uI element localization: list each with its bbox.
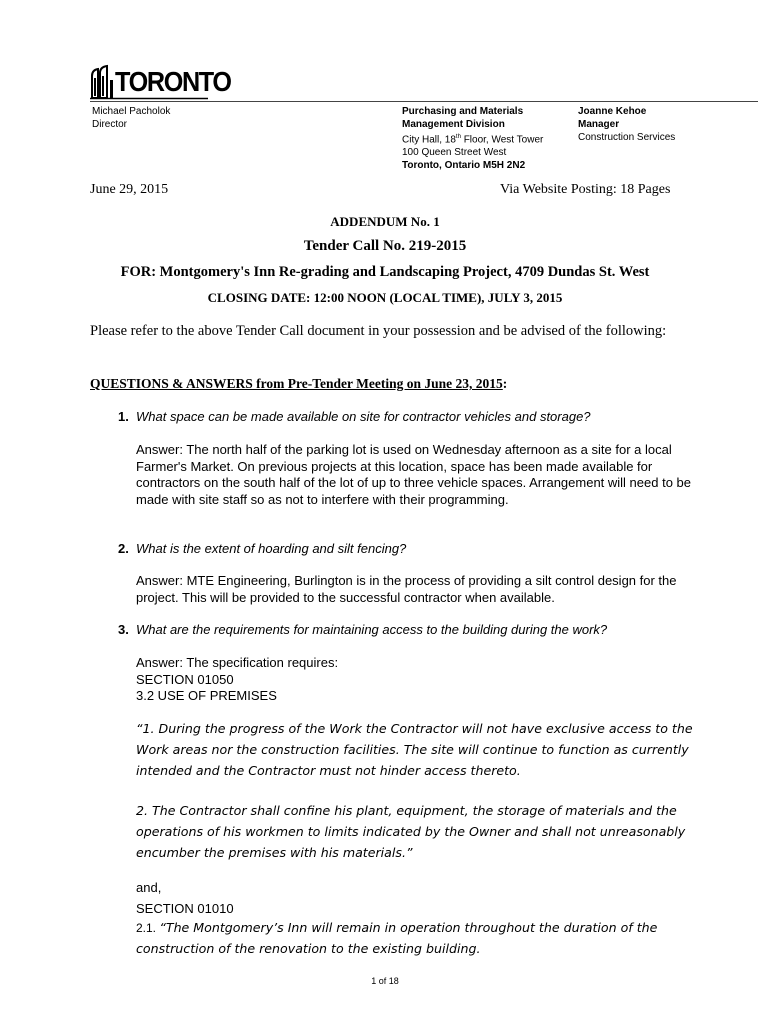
answer-3-line1: Answer: The specification requires: xyxy=(136,655,339,670)
manager-dept: Construction Services xyxy=(578,132,676,143)
question-text: What is the extent of hoarding and silt fencing? xyxy=(136,541,407,556)
posting-info: Via Website Posting: 18 Pages xyxy=(500,182,671,197)
section-01010-clause xyxy=(136,917,696,959)
qa-heading-colon: : xyxy=(502,376,508,391)
project-title: FOR: Montgomery's Inn Re-grading and Landscaping Project, 4709 Dundas St. West xyxy=(120,264,650,280)
toronto-logo xyxy=(90,64,231,100)
quote-paragraph-2: 2. The Contractor shall confine his plant, equipment, the storage of materials and the operations of his workmen to limits indicated by the Owner and shall not unreasonably encumber the premises with his materials.” xyxy=(136,803,686,860)
address-sup: th xyxy=(455,134,461,140)
question-number: 3. xyxy=(118,622,129,637)
qa-heading xyxy=(90,376,507,392)
closing-date: CLOSING DATE: 12:00 NOON (LOCAL TIME), JULY 3, 2015 xyxy=(207,290,563,305)
question-number: 1. xyxy=(118,409,129,424)
and-text: and, xyxy=(136,880,162,895)
director-name: Michael Pacholok xyxy=(92,106,171,117)
question-text: What space can be made available on site for contractor vehicles and storage? xyxy=(136,409,591,424)
address-part-a: City Hall, 18 xyxy=(402,134,456,146)
intro-paragraph: Please refer to the above Tender Call document in your possession and be advised of the following: xyxy=(90,323,667,339)
question-2 xyxy=(118,541,406,556)
header-middle xyxy=(402,105,543,172)
question-1 xyxy=(118,409,591,424)
qa-heading-text: QUESTIONS & ANSWERS from Pre-Tender Meeting on June 23, 2015 xyxy=(90,376,503,391)
address-part-b: Floor, West Tower xyxy=(460,134,544,146)
section-01010: SECTION 01010 xyxy=(136,901,234,916)
question-text: What are the requirements for maintaining access to the building during the work? xyxy=(136,622,608,637)
header-rule xyxy=(90,101,758,102)
clause-number: 2.1. xyxy=(136,921,160,935)
page-number: 1 of 18 xyxy=(371,976,399,986)
answer-2: Answer: MTE Engineering, Burlington is in the process of providing a silt control design for the project. This will be provided to the successful contractor when available. xyxy=(136,573,677,605)
address-line1 xyxy=(402,131,543,146)
division-line1: Purchasing and Materials xyxy=(402,106,524,117)
answer-3-section: SECTION 01050 xyxy=(136,671,234,687)
manager-name: Joanne Kehoe xyxy=(578,106,647,117)
division-line2: Management Division xyxy=(402,119,505,130)
tender-title: Tender Call No. 219-2015 xyxy=(303,238,467,254)
header-right xyxy=(578,105,675,144)
header-left xyxy=(92,105,170,131)
question-number: 2. xyxy=(118,541,129,556)
answer-1: Answer: The north half of the parking lot is used on Wednesday afternoon as a site for a local Farmer's Market. On previous projects at this location, space has been made available for contractors on the south half of the lot of up to three vehicle spaces. Arrangement will need to be made with site staff so as not to interfere with their programming. xyxy=(136,442,692,507)
quote-paragraph-1: “1. During the progress of the Work the Contractor will not have exclusive access to the Work areas nor the construction facilities. The site will continue to function as currently intended and the Contractor must not hinder access thereto. xyxy=(136,721,693,778)
letter-date: June 29, 2015 xyxy=(90,182,169,197)
manager-title: Manager xyxy=(578,119,620,130)
logo-wordmark: TORONTO xyxy=(115,66,231,97)
clause-text: “The Montgomery’s Inn will remain in operation throughout the duration of the construction of the renovation to the existing building. xyxy=(136,920,658,956)
addendum-title: ADDENDUM No. 1 xyxy=(330,214,440,229)
question-3 xyxy=(118,622,607,637)
director-title: Director xyxy=(92,119,128,130)
answer-3 xyxy=(136,655,696,705)
address-line2: 100 Queen Street West xyxy=(402,147,507,159)
address-line3: Toronto, Ontario M5H 2N2 xyxy=(402,160,526,172)
answer-3-subsection: 3.2 USE OF PREMISES xyxy=(136,688,277,703)
